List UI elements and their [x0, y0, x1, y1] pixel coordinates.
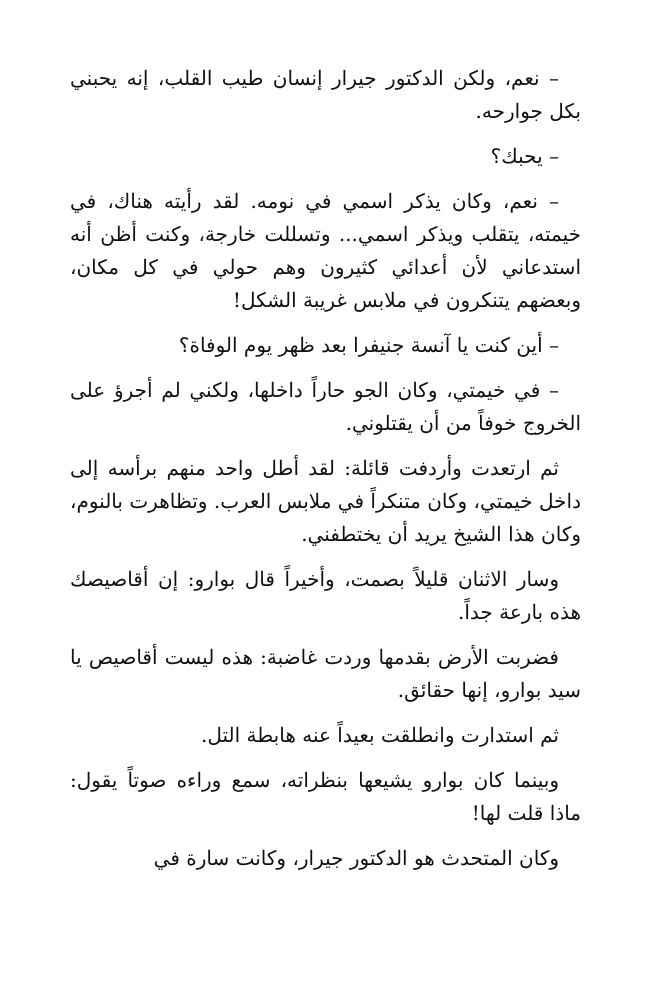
paragraph: ثم استدارت وانطلقت بعيداً عنه هابطة التل.: [201, 723, 559, 747]
paragraph: – يحبك؟: [490, 144, 559, 168]
paragraph: فضربت الأرض بقدمها وردت غاضبة: هذه ليست أقاصيص يا سيد بوارو، إنها حقائق.: [70, 645, 581, 702]
paragraph: وسار الاثنان قليلاً بصمت، وأخيراً قال بوارو: إن أقاصيصك هذه بارعة جداً.: [70, 567, 581, 624]
paragraph: وكان المتحدث هو الدكتور جيرار، وكانت سارة في: [153, 846, 559, 870]
paragraph: – نعم، ولكن الدكتور جيرار إنسان طيب القلب، إنه يحبني بكل جوارحه.: [70, 66, 581, 123]
paragraph: – أين كنت يا آنسة جنيفرا بعد ظهر يوم الوفاة؟: [178, 333, 559, 357]
paragraph: وبينما كان بوارو يشيعها بنظراته، سمع وراءه صوتاً يقول: ماذا قلت لها!: [70, 768, 581, 825]
page-text: [70, 62, 581, 887]
paragraph: ثم ارتعدت وأردفت قائلة: لقد أطل واحد منهم برأسه إلى داخل خيمتي، وكان متنكراً في ملابس العرب. وتظاهرت بالنوم، وكان هذا الشيخ يريد أن يختطفني.: [70, 456, 581, 546]
paragraph: – في خيمتي، وكان الجو حاراً داخلها، ولكني لم أجرؤ على الخروج خوفاً من أن يقتلوني.: [70, 378, 581, 435]
paragraph: – نعم، وكان يذكر اسمي في نومه. لقد رأيته هناك، في خيمته، يتقلب ويذكر اسمي... وتسللت خارجة، وكنت أظن أنه استدعاني لأن أعدائي كثيرون وهم حولي في كل مكان، وبعضهم يتنكرون في ملابس غريبة الشكل!: [70, 189, 581, 312]
